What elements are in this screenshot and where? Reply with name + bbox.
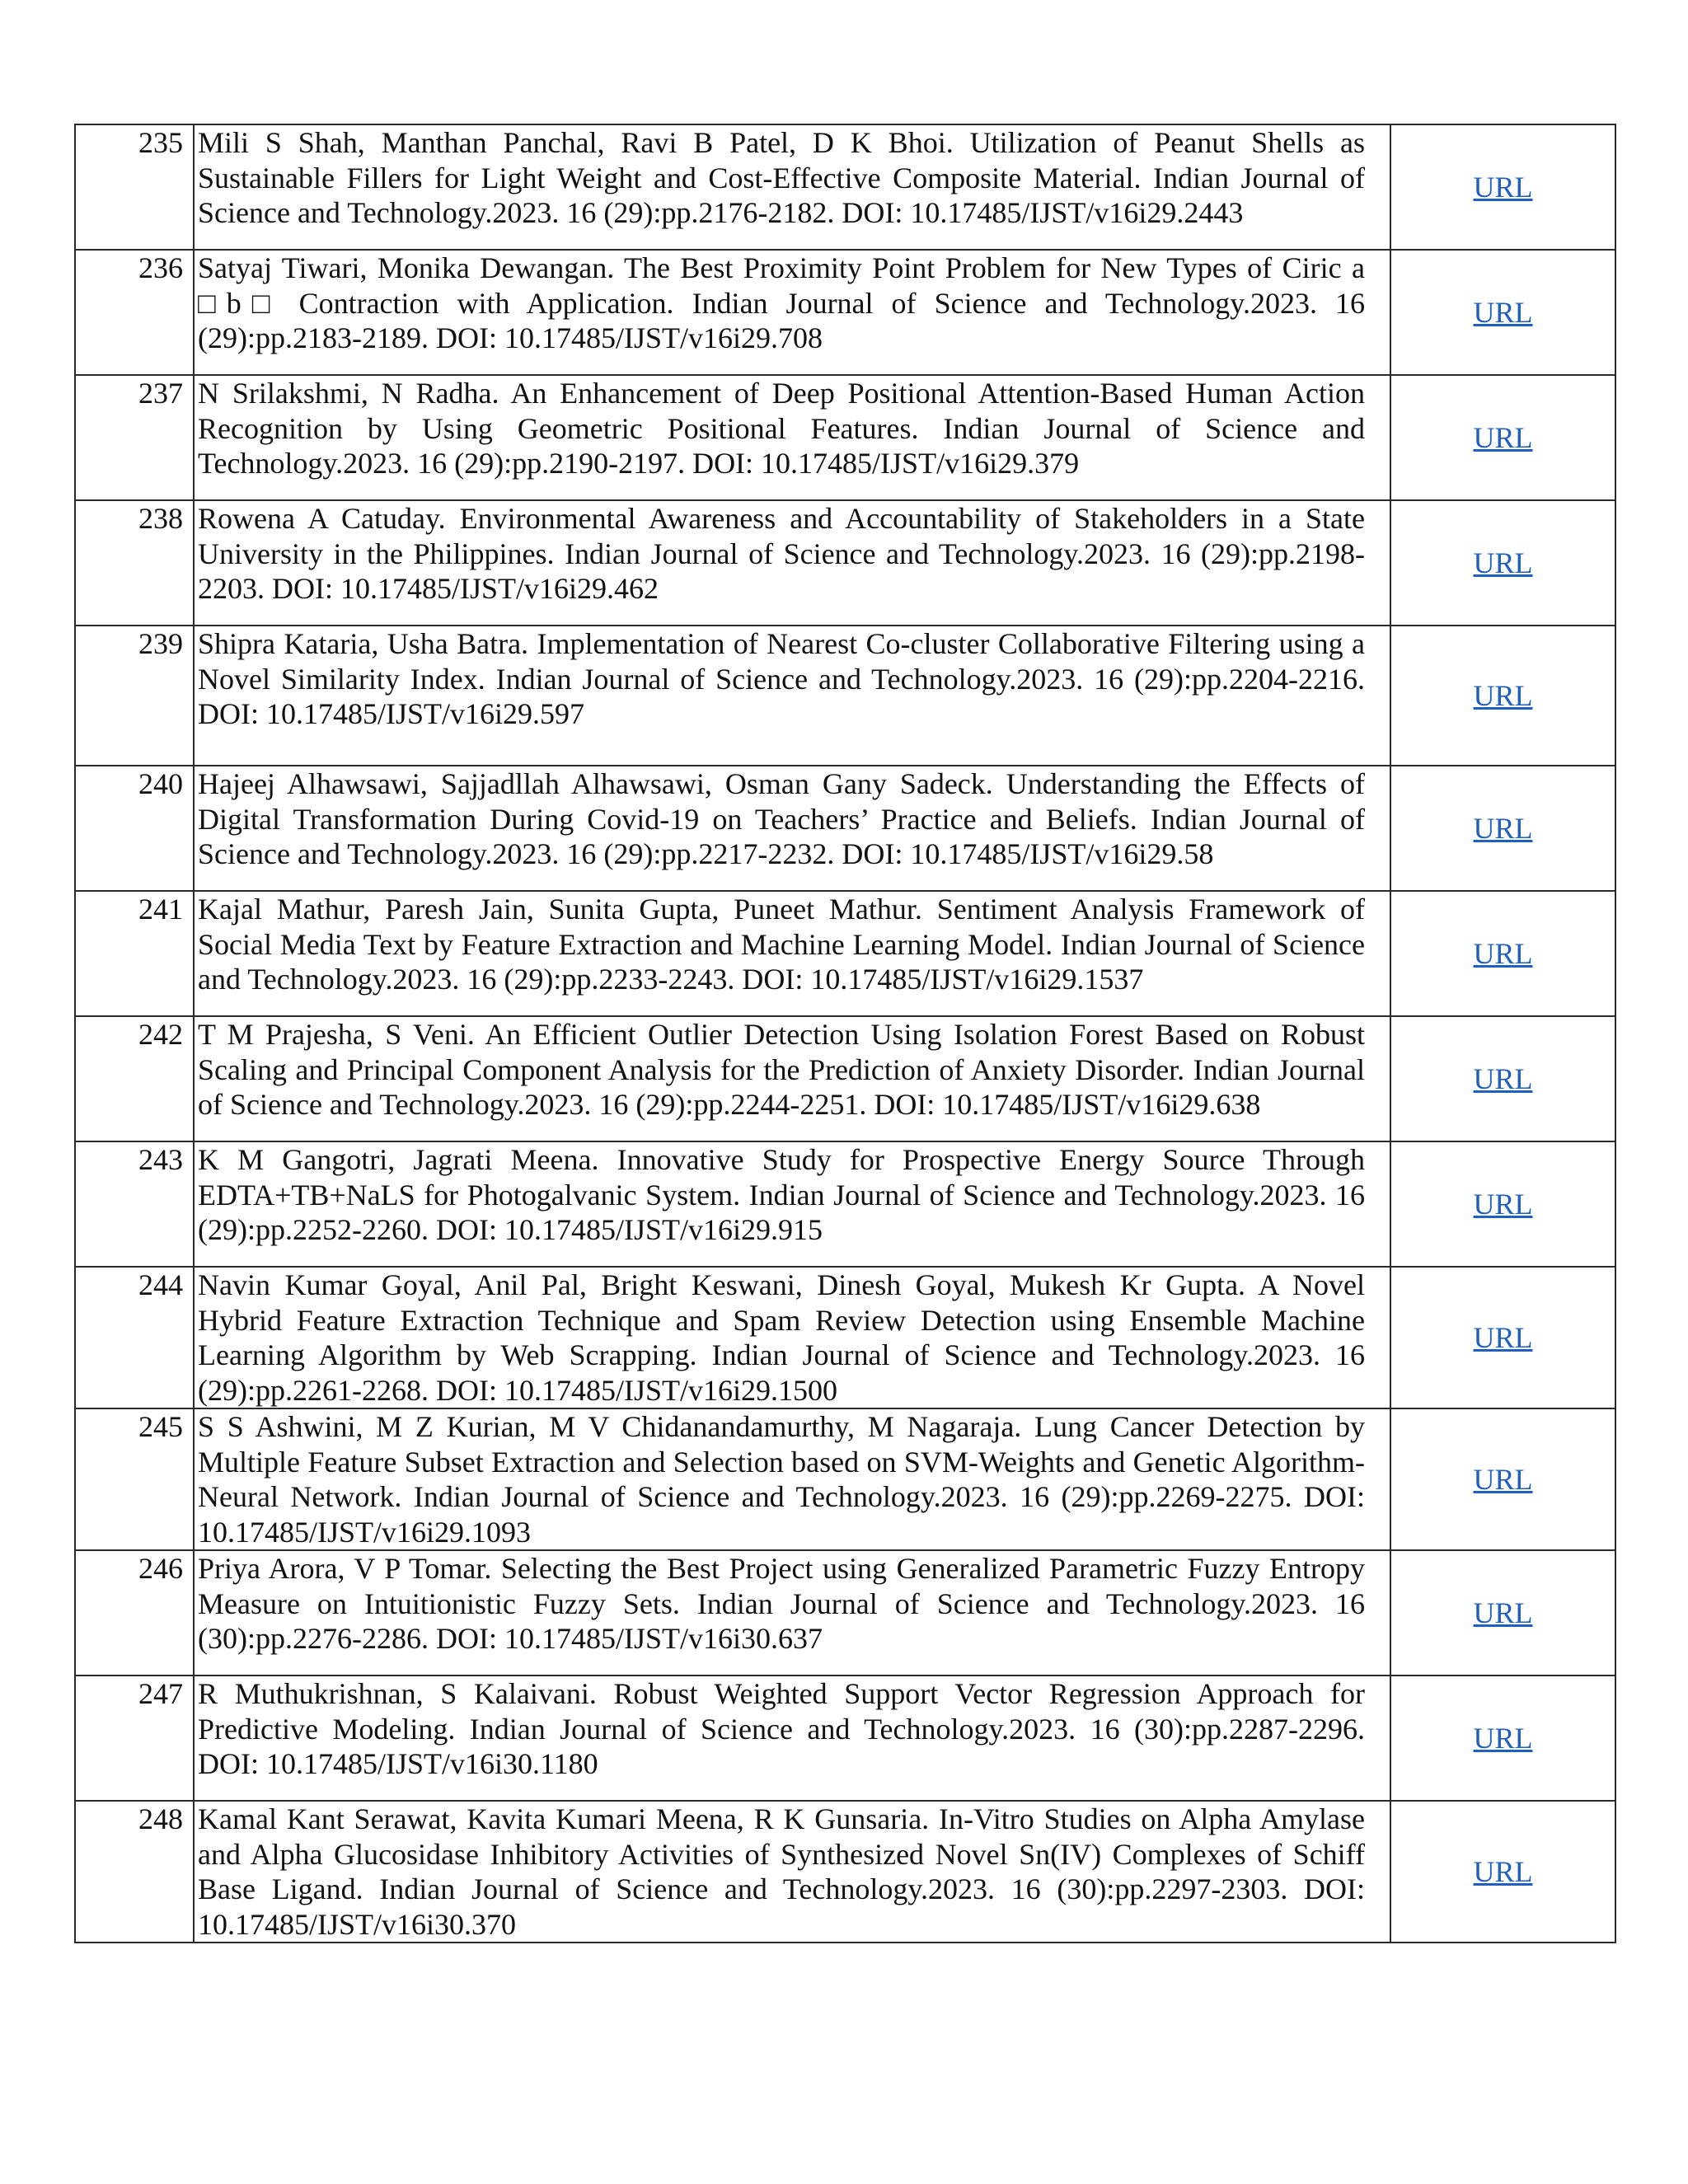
reference-url-link[interactable]: URL [1473, 1854, 1533, 1888]
table-row [75, 124, 1615, 250]
reference-url-link[interactable]: URL [1473, 1462, 1533, 1496]
reference-url-link[interactable]: URL [1473, 678, 1533, 712]
reference-url-link[interactable]: URL [1473, 1062, 1533, 1095]
reference-number: 236 [75, 250, 194, 375]
reference-url-link[interactable]: URL [1473, 420, 1533, 454]
reference-citation: K M Gangotri, Jagrati Meena. Innovative Study for Prospective Energy Source Through EDTA+TB+NaLS for Photogalvanic System. Indian Journal of Science and Technology.2023. 16 (29):pp.2252-2260. DOI: 10.17485/IJST/v16i29.915 [194, 1141, 1390, 1267]
table-row [75, 1016, 1615, 1141]
reference-citation: R Muthukrishnan, S Kalaivani. Robust Weighted Support Vector Regression Approach for Predictive Modeling. Indian Journal of Science and Technology.2023. 16 (30):pp.2287-2296. DOI: 10.17485/IJST/v16i30.1180 [194, 1675, 1390, 1801]
reference-url-link[interactable]: URL [1473, 1320, 1533, 1354]
reference-number: 239 [75, 626, 194, 766]
reference-number: 246 [75, 1550, 194, 1675]
reference-citation: Navin Kumar Goyal, Anil Pal, Bright Keswani, Dinesh Goyal, Mukesh Kr Gupta. A Novel Hybrid Feature Extraction Technique and Spam Review Detection using Ensemble Machine Learning Algorithm by Web Scrapping. Indian Journal of Science and Technology.2023. 16 (29):pp.2261-2268. DOI: 10.17485/IJST/v16i29.1500 [194, 1267, 1390, 1408]
table-row [75, 375, 1615, 500]
reference-url-cell [1390, 1408, 1615, 1550]
reference-citation: Shipra Kataria, Usha Batra. Implementation of Nearest Co-cluster Collaborative Filtering using a Novel Similarity Index. Indian Journal of Science and Technology.2023. 16 (29):pp.2204-2216. DOI: 10.17485/IJST/v16i29.597 [194, 626, 1390, 766]
reference-citation: Mili S Shah, Manthan Panchal, Ravi B Patel, D K Bhoi. Utilization of Peanut Shells as Sustainable Fillers for Light Weight and Cost-Effective Composite Material. Indian Journal of Science and Technology.2023. 16 (29):pp.2176-2182. DOI: 10.17485/IJST/v16i29.2443 [194, 124, 1390, 250]
table-row [75, 626, 1615, 766]
table-row [75, 250, 1615, 375]
reference-url-cell [1390, 766, 1615, 891]
reference-number: 240 [75, 766, 194, 891]
table-row [75, 1267, 1615, 1408]
reference-citation: Rowena A Catuday. Environmental Awareness and Accountability of Stakeholders in a State University in the Philippines. Indian Journal of Science and Technology.2023. 16 (29):pp.2198-2203. DOI: 10.17485/IJST/v16i29.462 [194, 500, 1390, 626]
table-row [75, 500, 1615, 626]
reference-citation: T M Prajesha, S Veni. An Efficient Outlier Detection Using Isolation Forest Based on Robust Scaling and Principal Component Analysis for the Prediction of Anxiety Disorder. Indian Journal of Science and Technology.2023. 16 (29):pp.2244-2251. DOI: 10.17485/IJST/v16i29.638 [194, 1016, 1390, 1141]
reference-url-cell [1390, 1801, 1615, 1943]
reference-url-cell [1390, 1550, 1615, 1675]
reference-url-link[interactable]: URL [1473, 170, 1533, 204]
reference-number: 244 [75, 1267, 194, 1408]
reference-number: 237 [75, 375, 194, 500]
reference-url-link[interactable]: URL [1473, 1721, 1533, 1755]
reference-url-link[interactable]: URL [1473, 1187, 1533, 1221]
reference-url-link[interactable]: URL [1473, 295, 1533, 329]
reference-url-cell [1390, 124, 1615, 250]
reference-number: 245 [75, 1408, 194, 1550]
table-row [75, 1675, 1615, 1801]
reference-citation: Priya Arora, V P Tomar. Selecting the Best Project using Generalized Parametric Fuzzy Entropy Measure on Intuitionistic Fuzzy Sets. Indian Journal of Science and Technology.2023. 16 (30):pp.2276-2286. DOI: 10.17485/IJST/v16i30.637 [194, 1550, 1390, 1675]
reference-number: 235 [75, 124, 194, 250]
reference-url-cell [1390, 250, 1615, 375]
reference-number: 247 [75, 1675, 194, 1801]
reference-url-cell [1390, 1675, 1615, 1801]
reference-url-link[interactable]: URL [1473, 546, 1533, 579]
reference-citation: Kamal Kant Serawat, Kavita Kumari Meena, R K Gunsaria. In-Vitro Studies on Alpha Amylase and Alpha Glucosidase Inhibitory Activities of Synthesized Novel Sn(IV) Complexes of Schiff Base Ligand. Indian Journal of Science and Technology.2023. 16 (30):pp.2297-2303. DOI: 10.17485/IJST/v16i30.370 [194, 1801, 1390, 1943]
reference-url-cell [1390, 1141, 1615, 1267]
reference-url-cell [1390, 891, 1615, 1016]
reference-citation: Kajal Mathur, Paresh Jain, Sunita Gupta, Puneet Mathur. Sentiment Analysis Framework of Social Media Text by Feature Extraction and Machine Learning Model. Indian Journal of Science and Technology.2023. 16 (29):pp.2233-2243. DOI: 10.17485/IJST/v16i29.1537 [194, 891, 1390, 1016]
reference-url-cell [1390, 626, 1615, 766]
reference-url-cell [1390, 1267, 1615, 1408]
reference-url-cell [1390, 500, 1615, 626]
reference-number: 248 [75, 1801, 194, 1943]
reference-number: 243 [75, 1141, 194, 1267]
reference-number: 241 [75, 891, 194, 1016]
reference-url-link[interactable]: URL [1473, 811, 1533, 845]
table-row [75, 1550, 1615, 1675]
reference-table [74, 124, 1616, 1943]
reference-citation: S S Ashwini, M Z Kurian, M V Chidanandamurthy, M Nagaraja. Lung Cancer Detection by Multiple Feature Subset Extraction and Selection based on SVM-Weights and Genetic Algorithm-Neural Network. Indian Journal of Science and Technology.2023. 16 (29):pp.2269-2275. DOI: 10.17485/IJST/v16i29.1093 [194, 1408, 1390, 1550]
reference-number: 238 [75, 500, 194, 626]
table-row [75, 891, 1615, 1016]
table-row [75, 1801, 1615, 1943]
reference-citation: Satyaj Tiwari, Monika Dewangan. The Best Proximity Point Problem for New Types of Ciric a □b□ Contraction with Application. Indian Journal of Science and Technology.2023. 16 (29):pp.2183-2189. DOI: 10.17485/IJST/v16i29.708 [194, 250, 1390, 375]
table-row [75, 1141, 1615, 1267]
reference-url-cell [1390, 1016, 1615, 1141]
reference-url-link[interactable]: URL [1473, 936, 1533, 970]
reference-url-link[interactable]: URL [1473, 1596, 1533, 1629]
reference-number: 242 [75, 1016, 194, 1141]
reference-table-body [75, 124, 1615, 1943]
table-row [75, 766, 1615, 891]
table-row [75, 1408, 1615, 1550]
reference-citation: N Srilakshmi, N Radha. An Enhancement of Deep Positional Attention-Based Human Action Recognition by Using Geometric Positional Features. Indian Journal of Science and Technology.2023. 16 (29):pp.2190-2197. DOI: 10.17485/IJST/v16i29.379 [194, 375, 1390, 500]
reference-citation: Hajeej Alhawsawi, Sajjadllah Alhawsawi, Osman Gany Sadeck. Understanding the Effects of Digital Transformation During Covid-19 on Teachers’ Practice and Beliefs. Indian Journal of Science and Technology.2023. 16 (29):pp.2217-2232. DOI: 10.17485/IJST/v16i29.58 [194, 766, 1390, 891]
reference-url-cell [1390, 375, 1615, 500]
